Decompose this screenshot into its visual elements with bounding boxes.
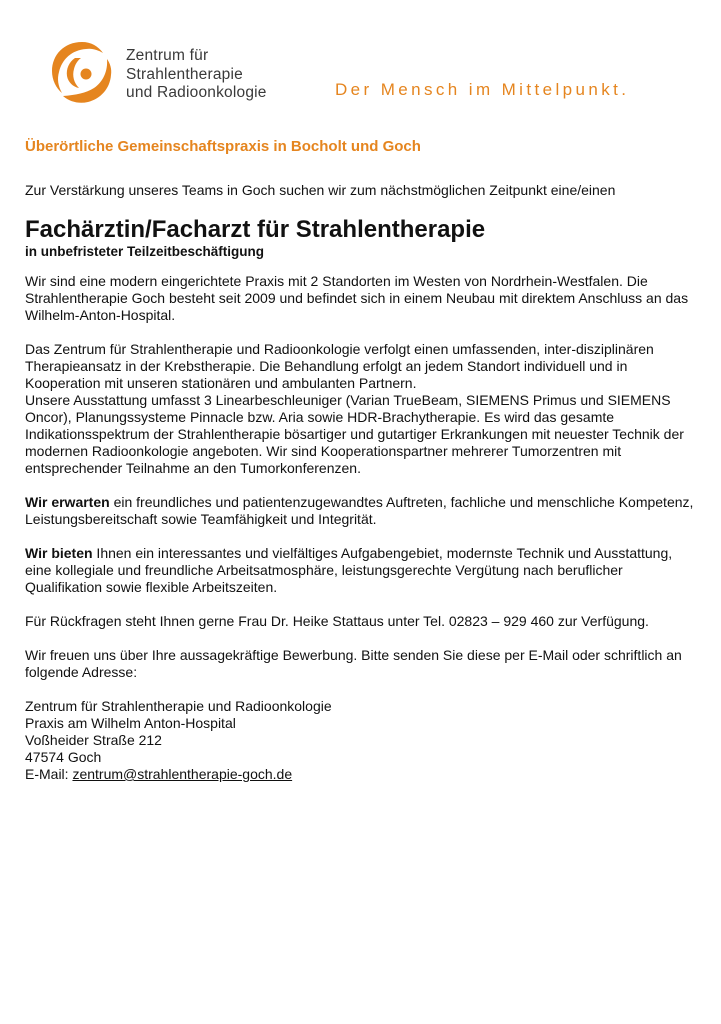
paragraph-contact: Für Rückfragen steht Ihnen gerne Frau Dr. Heike Stattaus unter Tel. 02823 – 929 460 zur Verfügung.: [25, 613, 649, 629]
logo-line-2: Strahlentherapie: [126, 65, 243, 83]
address-line-2: Praxis am Wilhelm Anton-Hospital: [25, 715, 236, 731]
intro-text: Zur Verstärkung unseres Teams in Goch suchen wir zum nächstmöglichen Zeitpunkt eine/einen: [25, 182, 616, 198]
paragraph-apply: Wir freuen uns über Ihre aussagekräftige Bewerbung. Bitte senden Sie diese per E-Mail oder schriftlich an folgende Adresse:: [25, 647, 682, 680]
paragraph-center-part1: Das Zentrum für Strahlentherapie und Radioonkologie verfolgt einen umfassenden, inter-disziplinären Therapieansatz in der Krebstherapie. Die Behandlung erfolgt an jedem Standort individuell und in Kooperation mit unseren stationären und ambulanten Partnern.: [25, 341, 654, 391]
document-body: [25, 138, 695, 783]
address-line-4: 47574 Goch: [25, 749, 102, 765]
logo-line-3: und Radioonkologie: [126, 84, 267, 101]
address-block: [25, 698, 695, 783]
header: [0, 0, 721, 120]
address-line-3: Voßheider Straße 212: [25, 732, 162, 748]
paragraph-center: [25, 341, 695, 477]
address-line-1: Zentrum für Strahlentherapie und Radioonkologie: [25, 698, 332, 714]
orange-swirl-logo-icon: [48, 38, 116, 106]
expect-lead: Wir erwarten: [25, 494, 110, 510]
job-title: Fachärztin/Facharzt für Strahlentherapie: [25, 216, 486, 243]
email-link[interactable]: zentrum@strahlentherapie-goch.de: [72, 766, 293, 782]
email-label: E-Mail:: [25, 766, 73, 782]
paragraph-practice: Wir sind eine modern eingerichtete Praxis mit 2 Standorten im Westen von Nordrhein-Westfalen. Die Strahlentherapie Goch besteht seit 2009 und befindet sich in einem Neubau mit direktem Anschluss an das Wilhelm-Anton-Hospital.: [25, 273, 689, 323]
paragraph-offer: [25, 545, 695, 596]
expect-rest: ein freundliches und patientenzugewandtes Auftreten, fachliche und menschliche Kompetenz, Leistungsbereitschaft sowie Teamfähigkeit und Integrität.: [25, 494, 694, 527]
offer-rest: Ihnen ein interessantes und vielfältiges Aufgabengebiet, modernste Technik und Ausstattung, eine kollegiale und freundliche Arbeitsatmosphäre, leistungsgerechte Vergütung nach beruflicher Qualifikation sowie flexible Arbeitszeiten.: [25, 545, 673, 595]
logo-line-1: Zentrum für: [126, 47, 209, 64]
address-email-row: [25, 766, 695, 783]
tagline: Der Mensch im Mittelpunkt.: [335, 80, 630, 99]
org-line: Überörtliche Gemeinschaftspraxis in Bocholt und Goch: [25, 138, 421, 155]
paragraph-expectations: [25, 494, 695, 528]
logo-wordmark: [126, 47, 267, 103]
paragraph-center-part2: Unsere Ausstattung umfasst 3 Linearbeschleuniger (Varian TrueBeam, SIEMENS Primus und SIEMENS Oncor), Planungssysteme Pinnacle bzw. Aria sowie HDR-Brachytherapie. Es wird das gesamte Indikationsspektrum der Strahlentherapie bösartiger und gutartiger Erkrankungen mit neuester Technik der modernen Radioonkologie angeboten. Wir sind Kooperationspartner mehrerer Tumorzentren mit entsprechender Teilnahme an den Tumorkonferenzen.: [25, 392, 684, 476]
offer-lead: Wir bieten: [25, 545, 93, 561]
job-subtitle: in unbefristeter Teilzeitbeschäftigung: [25, 244, 265, 259]
